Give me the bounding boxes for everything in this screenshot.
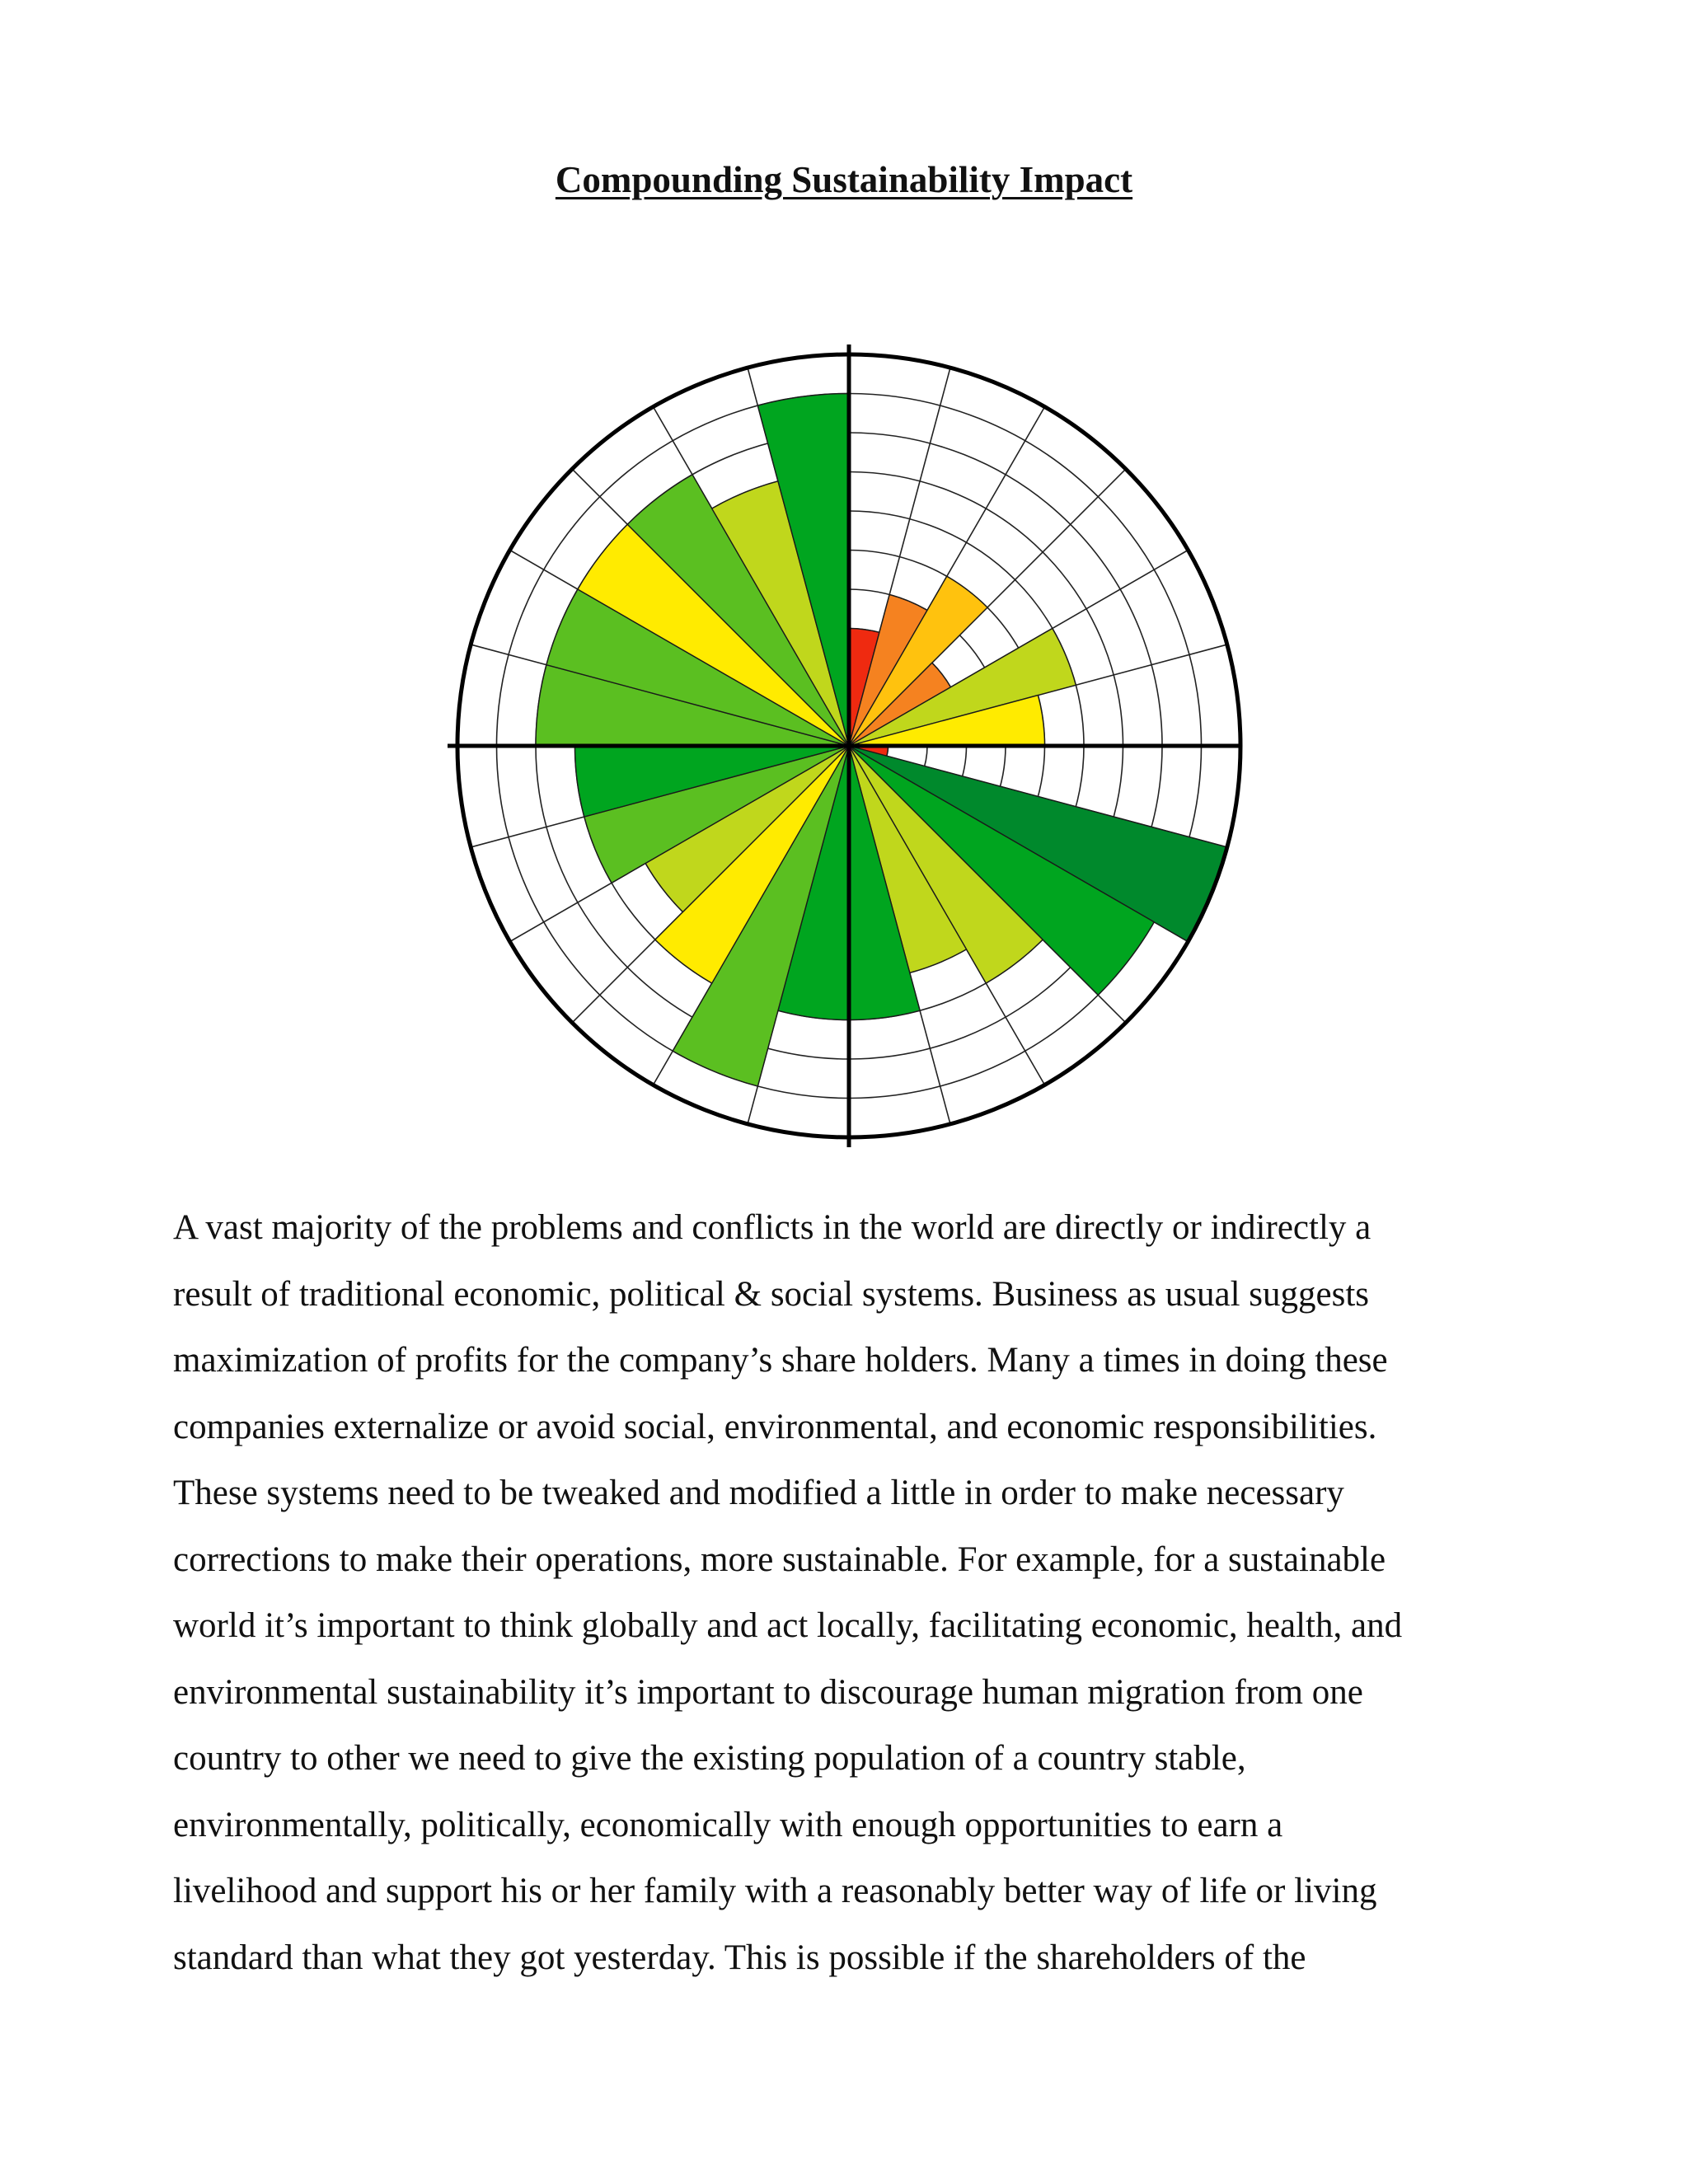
polar-chart-svg [445,338,1253,1162]
sustainability-polar-chart [445,338,1253,1162]
body-line: A vast majority of the problems and conflicts in the world are directly or indirectly a [173,1208,1372,1247]
body-line: companies externalize or avoid social, environmental, and economic responsibilities. [173,1407,1377,1446]
body-line: environmental sustainability it’s important to discourage human migration from one [173,1672,1363,1712]
body-line: standard than what they got yesterday. This is possible if the shareholders of the [173,1938,1306,1977]
body-line: country to other we need to give the existing population of a country stable, [173,1739,1246,1778]
page-title: Compounding Sustainability Impact [555,159,1133,200]
body-line: result of traditional economic, political & social systems. Business as usual suggests [173,1274,1370,1314]
body-paragraph [173,1195,1541,1991]
body-line: livelihood and support his or her family with a reasonably better way of life or living [173,1872,1377,1910]
body-line: environmentally, politically, economically with enough opportunities to earn a [173,1805,1283,1844]
body-line: corrections to make their operations, more sustainable. For example, for a sustainable [173,1540,1386,1579]
body-line: world it’s important to think globally and act locally, facilitating economic, health, and [173,1606,1403,1645]
body-line: maximization of profits for the company’s share holders. Many a times in doing these [173,1341,1388,1380]
body-line: These systems need to be tweaked and modified a little in order to make necessary [173,1474,1344,1512]
